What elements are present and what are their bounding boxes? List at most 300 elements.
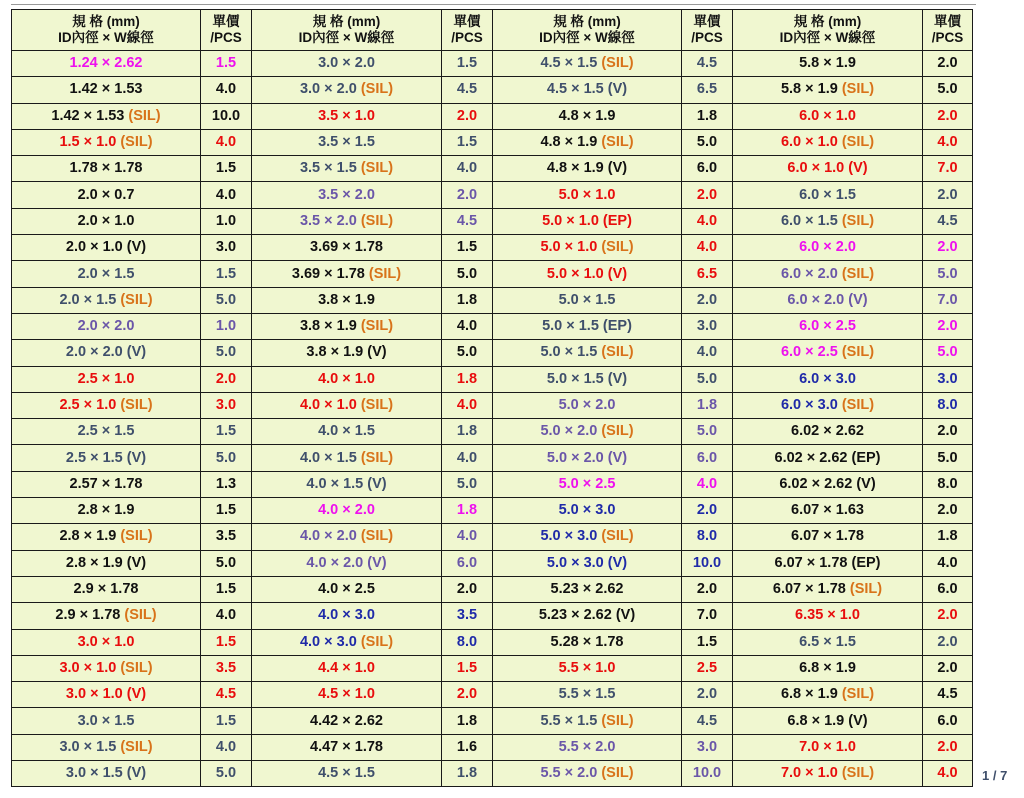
sil-tag: (SIL): [120, 738, 153, 755]
spec-size: 3.5 × 1.5: [318, 134, 375, 151]
spec-size: 5.0 × 2.5: [558, 475, 616, 492]
spec-size: 6.0 × 2.5: [799, 318, 856, 335]
table-row: [12, 287, 973, 313]
price-cell: 5.0: [682, 419, 733, 445]
spec-size: 3.0 × 2.0: [318, 55, 375, 72]
price-cell: 4.5: [923, 682, 973, 708]
spec-size: 6.5 × 1.5: [799, 633, 856, 650]
spec-size: 5.0 × 1.5: [540, 344, 602, 361]
price-cell: 4.5: [201, 682, 252, 708]
spec-cell: [493, 235, 682, 261]
sil-tag: (SIL): [601, 528, 634, 545]
table-row: [12, 182, 973, 208]
price-cell: 6.5: [682, 261, 733, 287]
spec-cell: [493, 655, 682, 681]
spec-cell: [733, 471, 923, 497]
table-row: [12, 77, 973, 103]
sil-tag: (SIL): [601, 712, 634, 729]
spec-size: 2.0 × 1.0 (V): [65, 239, 147, 256]
price-cell: 4.5: [923, 208, 973, 234]
spec-cell: [733, 156, 923, 182]
spec-size: 6.0 × 3.0: [780, 397, 842, 413]
spec-size: 3.8 × 1.9: [318, 291, 375, 308]
spec-cell: [733, 655, 923, 681]
spec-size: 2.0 × 2.0 (V): [65, 344, 147, 361]
spec-cell: [493, 77, 682, 103]
spec-cell: [12, 682, 201, 708]
spec-cell: [733, 734, 923, 760]
price-cell: 2.0: [923, 734, 973, 760]
price-cell: 2.0: [923, 103, 973, 129]
price-cell: 4.0: [201, 603, 252, 629]
table-row: [12, 708, 973, 734]
price-cell: 8.0: [442, 629, 493, 655]
spec-cell: [12, 313, 201, 339]
spec-size: 2.8 × 1.9: [59, 528, 121, 545]
spec-size: 5.0 × 1.5: [558, 291, 616, 308]
spec-size: 2.57 × 1.78: [69, 475, 143, 492]
spec-cell: [493, 603, 682, 629]
spec-size: 4.0 × 1.5: [299, 449, 361, 466]
spec-size: 2.0 × 0.7: [77, 186, 135, 203]
sil-tag: (SIL): [601, 55, 634, 72]
spec-size: 2.5 × 1.0: [77, 370, 135, 387]
spec-cell: [733, 682, 923, 708]
spec-size: 5.5 × 1.5: [540, 712, 602, 729]
price-cell: 3.0: [682, 313, 733, 339]
spec-cell: [252, 129, 442, 155]
spec-cell: [252, 761, 442, 787]
spec-cell: [493, 734, 682, 760]
price-cell: 2.0: [923, 51, 973, 77]
spec-cell: [733, 445, 923, 471]
spec-size: 2.5 × 1.5 (V): [65, 449, 147, 466]
spec-size: 4.0 × 1.5 (V): [306, 475, 387, 492]
price-cell: 4.0: [442, 313, 493, 339]
spec-size: 4.5 × 1.5: [540, 55, 602, 72]
spec-size: 6.0 × 3.0: [799, 370, 856, 387]
table-row: [12, 734, 973, 760]
spec-cell: [493, 550, 682, 576]
price-cell: 4.5: [442, 208, 493, 234]
price-cell: 1.5: [201, 708, 252, 734]
spec-cell: [733, 287, 923, 313]
price-cell: 1.5: [201, 261, 252, 287]
price-cell: 1.8: [442, 708, 493, 734]
price-cell: 5.0: [923, 261, 973, 287]
price-cell: 6.0: [442, 550, 493, 576]
spec-cell: [12, 708, 201, 734]
spec-size: 5.23 × 2.62: [550, 581, 624, 598]
price-cell: 6.0: [682, 156, 733, 182]
spec-size: 3.69 × 1.78: [310, 239, 383, 256]
spec-size: 5.0 × 1.0: [540, 239, 602, 256]
spec-cell: [733, 261, 923, 287]
spec-cell: [493, 261, 682, 287]
spec-size: 3.0 × 1.0 (V): [65, 686, 147, 703]
price-cell: 5.0: [201, 340, 252, 366]
spec-size: 6.07 × 1.78: [772, 581, 850, 598]
spec-size: 4.5 × 1.5: [318, 765, 375, 782]
price-cell: 5.0: [201, 287, 252, 313]
spec-cell: [12, 524, 201, 550]
table-row: [12, 208, 973, 234]
spec-cell: [252, 261, 442, 287]
spec-cell: [252, 603, 442, 629]
price-cell: 1.8: [682, 103, 733, 129]
price-cell: 4.0: [682, 471, 733, 497]
price-cell: 8.0: [682, 524, 733, 550]
spec-size: 6.8 × 1.9: [780, 686, 842, 703]
spec-cell: [493, 51, 682, 77]
price-cell: 8.0: [923, 471, 973, 497]
spec-cell: [252, 313, 442, 339]
spec-size: 6.0 × 1.5: [780, 212, 842, 229]
price-cell: 5.0: [442, 261, 493, 287]
spec-cell: [733, 51, 923, 77]
spec-size: 4.4 × 1.0: [318, 659, 375, 676]
spec-size: 5.0 × 3.0: [540, 528, 602, 545]
price-cell: 6.5: [682, 77, 733, 103]
spec-cell: [252, 471, 442, 497]
spec-cell: [493, 471, 682, 497]
spec-size: 4.8 × 1.9: [540, 134, 602, 151]
table-row: [12, 419, 973, 445]
spec-cell: [733, 340, 923, 366]
price-cell: 1.5: [201, 156, 252, 182]
spec-header: 規 格 (mm) ID內徑 × W線徑: [733, 10, 923, 51]
price-cell: 2.0: [923, 313, 973, 339]
table-row: [12, 445, 973, 471]
spec-size: 5.5 × 1.5: [558, 686, 616, 703]
spec-cell: [733, 761, 923, 787]
spec-size: 4.42 × 2.62: [310, 712, 383, 729]
spec-size: 2.0 × 1.5: [77, 265, 135, 282]
spec-size: 3.5 × 1.0: [318, 107, 375, 124]
spec-cell: [733, 524, 923, 550]
price-cell: 4.0: [682, 340, 733, 366]
price-cell: 1.5: [201, 629, 252, 655]
price-cell: 2.0: [682, 182, 733, 208]
price-cell: 4.0: [442, 156, 493, 182]
spec-size: 6.07 × 1.78: [791, 528, 864, 545]
sil-tag: (SIL): [120, 291, 153, 308]
spec-size: 1.42 × 1.53: [69, 81, 143, 98]
spec-cell: [252, 419, 442, 445]
table-row: [12, 261, 973, 287]
price-cell: 3.0: [201, 392, 252, 418]
price-cell: 6.0: [682, 445, 733, 471]
price-cell: 5.0: [201, 550, 252, 576]
price-cell: 2.0: [442, 576, 493, 602]
spec-size: 3.0 × 1.5: [77, 712, 135, 729]
price-cell: 5.0: [201, 761, 252, 787]
spec-size: 4.5 × 1.0: [318, 686, 375, 703]
price-cell: 6.0: [923, 708, 973, 734]
spec-cell: [733, 419, 923, 445]
spec-cell: [252, 340, 442, 366]
spec-cell: [12, 576, 201, 602]
spec-cell: [252, 208, 442, 234]
spec-cell: [252, 182, 442, 208]
table-row: [12, 550, 973, 576]
sil-tag: (SIL): [601, 344, 634, 361]
spec-size: 6.07 × 1.63: [791, 502, 864, 519]
spec-size: 5.28 × 1.78: [550, 633, 624, 650]
spec-header: 規 格 (mm) ID內徑 × W線徑: [12, 10, 201, 51]
spec-cell: [733, 208, 923, 234]
price-cell: 4.0: [442, 392, 493, 418]
price-header: 單價 /PCS: [442, 10, 493, 51]
spec-cell: [252, 445, 442, 471]
spec-cell: [252, 550, 442, 576]
spec-cell: [493, 761, 682, 787]
spec-cell: [12, 734, 201, 760]
price-cell: 7.0: [682, 603, 733, 629]
price-cell: 1.5: [201, 419, 252, 445]
spec-size: 4.0 × 1.0: [318, 370, 375, 387]
spec-cell: [12, 340, 201, 366]
spec-cell: [493, 182, 682, 208]
price-cell: 3.0: [682, 734, 733, 760]
table-row: [12, 392, 973, 418]
spec-cell: [493, 313, 682, 339]
price-cell: 2.0: [923, 235, 973, 261]
spec-size: 5.5 × 2.0: [558, 738, 616, 755]
spec-cell: [733, 182, 923, 208]
spec-size: 3.5 × 2.0: [299, 212, 361, 229]
spec-size: 3.0 × 1.5: [59, 738, 121, 755]
sil-tag: (SIL): [360, 633, 394, 650]
price-cell: 4.0: [201, 182, 252, 208]
spec-size: 6.0 × 2.0: [780, 265, 842, 282]
spec-size: 6.02 × 2.62 (V): [779, 475, 876, 492]
spec-size: 2.5 × 1.5: [77, 423, 135, 440]
spec-size: 4.0 × 2.0: [299, 528, 361, 545]
spec-size: 5.0 × 1.5 (V): [546, 370, 628, 387]
table-row: [12, 603, 973, 629]
price-cell: 2.0: [923, 182, 973, 208]
spec-cell: [733, 498, 923, 524]
spec-cell: [493, 103, 682, 129]
price-cell: 5.0: [442, 340, 493, 366]
spec-size: 5.0 × 2.0: [540, 423, 602, 440]
spec-size: 1.78 × 1.78: [69, 160, 143, 177]
price-cell: 4.0: [682, 235, 733, 261]
spec-cell: [12, 761, 201, 787]
sil-tag: (SIL): [360, 160, 394, 177]
table-row: [12, 629, 973, 655]
spec-size: 3.5 × 1.5: [299, 160, 361, 177]
price-cell: 2.0: [682, 287, 733, 313]
spec-cell: [493, 340, 682, 366]
sil-tag: (SIL): [601, 765, 634, 782]
spec-cell: [12, 103, 201, 129]
price-header: 單價 /PCS: [923, 10, 973, 51]
price-cell: 4.0: [923, 550, 973, 576]
spec-cell: [252, 629, 442, 655]
price-cell: 4.5: [442, 77, 493, 103]
spec-cell: [493, 208, 682, 234]
price-cell: 5.0: [923, 77, 973, 103]
spec-cell: [733, 708, 923, 734]
spec-cell: [12, 156, 201, 182]
sil-tag: (SIL): [849, 581, 883, 598]
price-header: 單價 /PCS: [682, 10, 733, 51]
spec-size: 2.9 × 1.78: [55, 607, 125, 624]
spec-cell: [12, 419, 201, 445]
oring-price-table: [11, 9, 973, 787]
spec-cell: [733, 603, 923, 629]
spec-cell: [733, 366, 923, 392]
price-cell: 5.0: [442, 471, 493, 497]
price-cell: 1.5: [442, 235, 493, 261]
price-cell: 8.0: [923, 392, 973, 418]
spec-cell: [12, 471, 201, 497]
spec-cell: [493, 524, 682, 550]
table-row: [12, 235, 973, 261]
spec-size: 2.9 × 1.78: [73, 581, 139, 598]
spec-cell: [733, 392, 923, 418]
table-row: [12, 524, 973, 550]
price-cell: 5.0: [923, 340, 973, 366]
spec-size: 7.0 × 1.0: [780, 765, 842, 782]
price-cell: 1.5: [682, 629, 733, 655]
spec-header: 規 格 (mm) ID內徑 × W線徑: [252, 10, 442, 51]
spec-size: 4.0 × 1.0: [299, 397, 361, 413]
price-cell: 4.0: [442, 524, 493, 550]
table-row: [12, 340, 973, 366]
spec-cell: [12, 445, 201, 471]
spec-size: 4.0 × 3.0: [318, 607, 375, 624]
spec-size: 4.47 × 1.78: [310, 738, 383, 755]
spec-cell: [493, 576, 682, 602]
spec-size: 6.0 × 2.0 (V): [787, 291, 868, 308]
price-cell: 7.0: [923, 156, 973, 182]
page-top-border: [11, 4, 976, 5]
price-cell: 3.5: [201, 524, 252, 550]
spec-cell: [493, 129, 682, 155]
spec-size: 5.0 × 1.0: [558, 186, 616, 203]
price-cell: 6.0: [923, 576, 973, 602]
sil-tag: (SIL): [841, 212, 875, 229]
sil-tag: (SIL): [841, 686, 875, 703]
spec-size: 5.8 × 1.9: [780, 81, 842, 98]
price-header: 單價 /PCS: [201, 10, 252, 51]
price-cell: 4.5: [682, 708, 733, 734]
spec-size: 4.0 × 2.5: [318, 581, 375, 598]
spec-cell: [252, 366, 442, 392]
price-cell: 1.3: [201, 471, 252, 497]
spec-cell: [252, 524, 442, 550]
price-cell: 1.8: [442, 761, 493, 787]
sil-tag: (SIL): [841, 397, 875, 413]
spec-size: 2.8 × 1.9: [77, 502, 135, 519]
price-cell: 4.0: [923, 129, 973, 155]
price-cell: 5.0: [201, 445, 252, 471]
spec-cell: [733, 235, 923, 261]
spec-size: 6.35 × 1.0: [795, 607, 860, 624]
price-cell: 1.8: [923, 524, 973, 550]
spec-cell: [493, 392, 682, 418]
spec-size: 5.0 × 2.0: [558, 397, 616, 413]
spec-cell: [733, 629, 923, 655]
price-cell: 3.5: [442, 603, 493, 629]
table-row: [12, 655, 973, 681]
sil-tag: (SIL): [128, 107, 161, 124]
price-cell: 10.0: [201, 103, 252, 129]
spec-size: 2.5 × 1.0: [59, 397, 121, 413]
price-cell: 1.8: [682, 392, 733, 418]
spec-size: 4.8 × 1.9: [558, 107, 616, 124]
price-cell: 2.0: [682, 498, 733, 524]
price-cell: 3.5: [201, 655, 252, 681]
price-cell: 2.0: [442, 182, 493, 208]
price-cell: 4.0: [442, 445, 493, 471]
spec-size: 5.0 × 3.0 (V): [546, 554, 628, 571]
price-cell: 2.0: [923, 603, 973, 629]
spec-size: 3.0 × 2.0: [299, 81, 361, 98]
sil-tag: (SIL): [360, 397, 394, 413]
price-cell: 10.0: [682, 550, 733, 576]
price-cell: 2.0: [442, 103, 493, 129]
price-cell: 5.0: [682, 129, 733, 155]
sil-tag: (SIL): [360, 318, 394, 335]
spec-size: 4.0 × 3.0: [299, 633, 361, 650]
spec-cell: [733, 103, 923, 129]
spec-cell: [12, 182, 201, 208]
sil-tag: (SIL): [124, 607, 157, 624]
spec-cell: [493, 156, 682, 182]
spec-cell: [12, 235, 201, 261]
spec-cell: [493, 419, 682, 445]
table-row: [12, 103, 973, 129]
spec-cell: [252, 576, 442, 602]
spec-size: 6.8 × 1.9: [799, 659, 856, 676]
spec-size: 4.0 × 2.0: [318, 502, 375, 519]
spec-size: 6.0 × 2.0: [799, 239, 856, 256]
price-cell: 2.5: [682, 655, 733, 681]
spec-size: 3.0 × 1.0: [59, 659, 121, 676]
spec-size: 5.0 × 1.0 (EP): [542, 212, 632, 229]
spec-size: 6.02 × 2.62 (EP): [774, 449, 881, 466]
spec-cell: [252, 51, 442, 77]
spec-size: 5.0 × 2.0 (V): [546, 449, 628, 466]
spec-size: 3.0 × 1.5 (V): [65, 765, 147, 782]
spec-cell: [252, 287, 442, 313]
sil-tag: (SIL): [601, 239, 634, 256]
page-indicator: 1 / 7: [982, 768, 1008, 783]
sil-tag: (SIL): [120, 528, 153, 545]
spec-size: 5.0 × 3.0: [558, 502, 616, 519]
table-row: [12, 471, 973, 497]
sil-tag: (SIL): [360, 81, 394, 98]
spec-cell: [252, 498, 442, 524]
spec-cell: [12, 550, 201, 576]
sil-tag: (SIL): [601, 423, 634, 440]
price-cell: 2.0: [923, 629, 973, 655]
price-cell: 1.8: [442, 287, 493, 313]
price-cell: 2.0: [682, 576, 733, 602]
sil-tag: (SIL): [360, 528, 394, 545]
price-cell: 1.5: [442, 655, 493, 681]
spec-cell: [493, 682, 682, 708]
table-row: [12, 682, 973, 708]
sil-tag: (SIL): [368, 265, 402, 282]
spec-size: 5.5 × 1.0: [558, 659, 616, 676]
spec-size: 2.0 × 1.0: [77, 212, 135, 229]
spec-cell: [12, 261, 201, 287]
